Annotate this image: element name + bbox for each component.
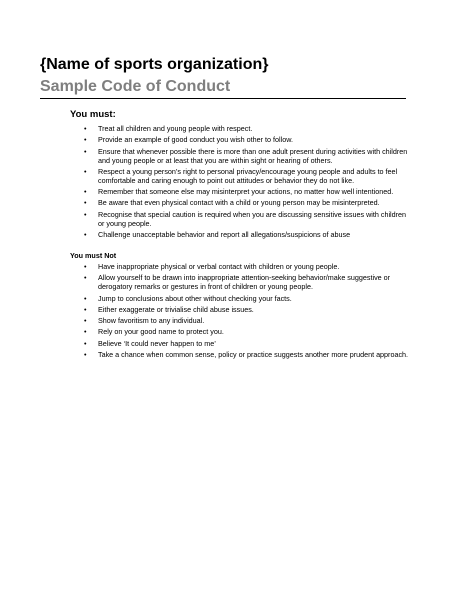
must-not-list-item	[70, 273, 410, 291]
bullet-icon: •	[84, 350, 87, 360]
must-item-text: Provide an example of good conduct you wish other to follow.	[98, 135, 293, 145]
must-item-text: Treat all children and young people with respect.	[98, 124, 253, 133]
must-list-item	[70, 147, 410, 165]
document-subtitle: Sample Code of Conduct	[40, 78, 231, 95]
must-not-item-text: Rely on your good name to protect you.	[98, 327, 224, 337]
must-heading: You must:	[70, 109, 116, 120]
must-not-item-text: Show favoritism to any individual.	[98, 316, 205, 326]
must-not-item-text: Have inappropriate physical or verbal contact with children or young people.	[98, 262, 340, 271]
bullet-icon: •	[84, 135, 87, 145]
header-divider	[40, 98, 406, 99]
must-not-list-item	[70, 316, 410, 325]
must-list-item	[70, 124, 410, 133]
must-not-list-item	[70, 350, 410, 359]
must-not-heading: You must Not	[70, 251, 117, 260]
bullet-icon: •	[84, 304, 87, 314]
must-item-text: Remember that someone else may misinterpret your actions, no matter how well intentioned.	[98, 187, 394, 197]
must-not-section	[70, 251, 410, 361]
must-not-item-text: Either exaggerate or trivialise child abuse issues.	[98, 304, 254, 314]
must-not-list-item	[70, 305, 410, 314]
must-list-item	[70, 198, 410, 207]
must-item-text: Challenge unacceptable behavior and report all allegations/suspicions of abuse	[98, 230, 351, 240]
must-list-item	[70, 230, 410, 239]
must-not-list-item	[70, 339, 410, 348]
must-not-item-text: Believe ‘It could never happen to me’	[98, 338, 216, 348]
must-not-item-text: Jump to conclusions about other without checking your facts.	[98, 293, 292, 303]
must-not-list	[70, 262, 410, 359]
must-item-text: Recognise that special caution is required when you are discussing sensitive issues with children or young people.	[98, 209, 407, 228]
must-not-item-text: Allow yourself to be drawn into inappropriate attention-seeking behavior/make suggestive or derogatory remarks or gestures in front of children or young people.	[98, 273, 391, 292]
must-item-text: Be aware that even physical contact with a child or young person may be misinterpreted.	[98, 198, 380, 208]
bullet-icon: •	[84, 293, 87, 303]
must-item-text: Respect a young person’s right to personal privacy/encourage young people and adults to feel comfortable and caring enough to point out attitudes or behavior they do not like.	[98, 166, 398, 185]
bullet-icon: •	[84, 166, 87, 176]
must-list-item	[70, 187, 410, 196]
organization-title: {Name of sports organization}	[40, 56, 269, 73]
bullet-icon: •	[84, 338, 87, 348]
bullet-icon: •	[84, 187, 87, 197]
bullet-icon: •	[84, 327, 87, 337]
bullet-icon: •	[84, 209, 87, 219]
must-not-item-text: Take a chance when common sense, policy or practice suggests another more prudent approach.	[98, 350, 409, 360]
must-not-list-item	[70, 294, 410, 303]
must-section	[70, 109, 410, 241]
must-list	[70, 124, 410, 239]
bullet-icon: •	[84, 273, 87, 283]
bullet-icon: •	[84, 146, 87, 156]
must-list-item	[70, 210, 410, 228]
must-list-item	[70, 135, 410, 144]
must-item-text: Ensure that whenever possible there is more than one adult present during activities with children and young people or at least that you are within sight or hearing of others.	[98, 146, 408, 165]
bullet-icon: •	[84, 262, 87, 271]
must-not-list-item	[70, 262, 410, 271]
bullet-icon: •	[84, 316, 87, 326]
must-not-list-item	[70, 327, 410, 336]
bullet-icon: •	[84, 230, 87, 240]
bullet-icon: •	[84, 198, 87, 208]
must-list-item	[70, 167, 410, 185]
bullet-icon: •	[84, 124, 87, 133]
